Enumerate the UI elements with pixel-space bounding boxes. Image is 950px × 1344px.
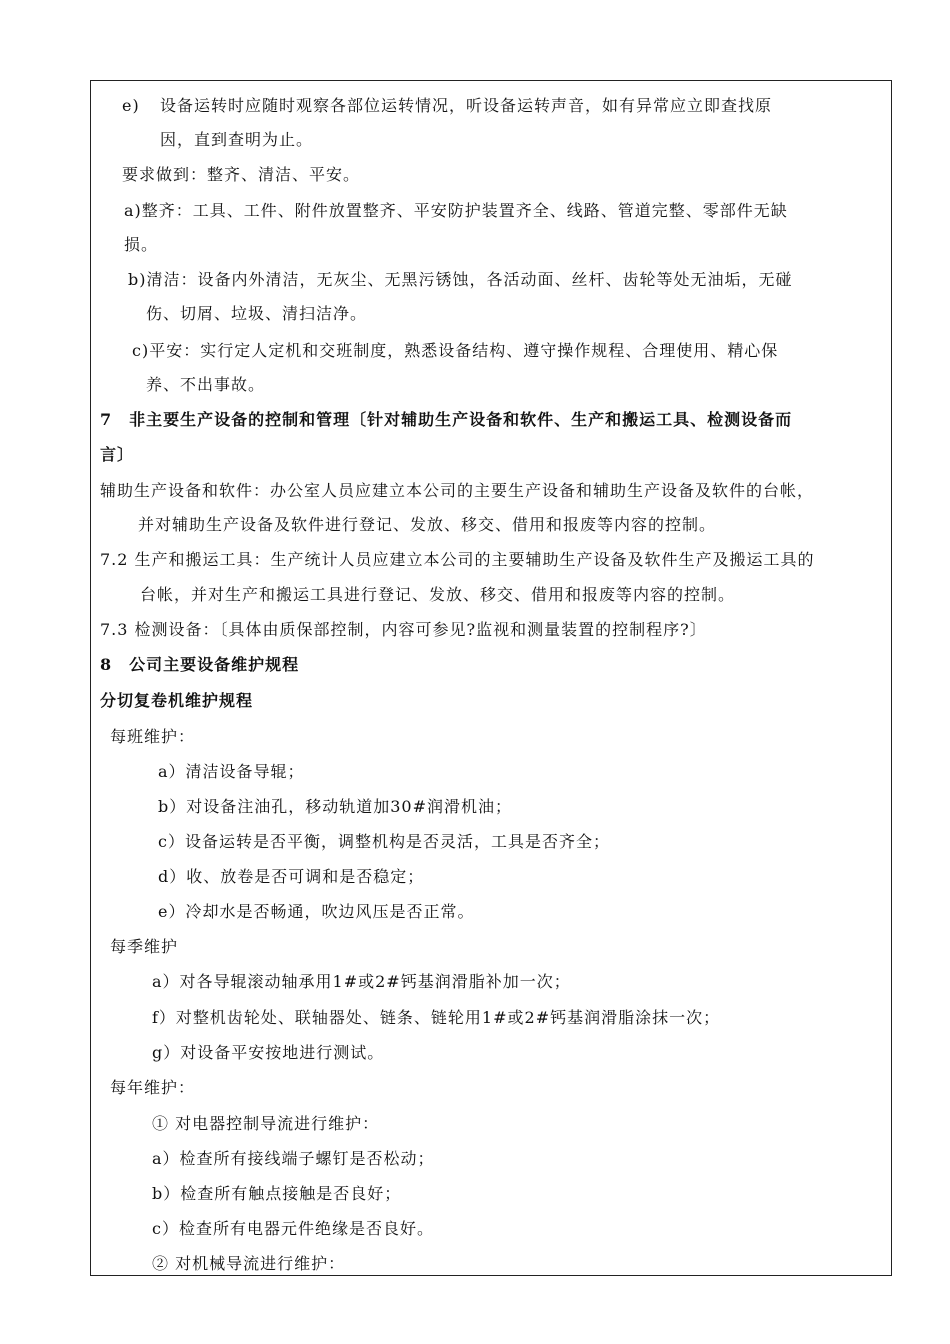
list-item: a）检查所有接线端子螺钉是否松动；: [152, 1149, 435, 1168]
list-item: b）检查所有触点接触是否良好；: [152, 1184, 402, 1203]
tools-para-cont: 台帐，并对生产和搬运工具进行登记、发放、移交、借用和报废等内容的控制。: [140, 585, 736, 604]
list-item: f）对整机齿轮处、联轴器处、链条、链轮用1#或2#钙基润滑脂涂抹一次；: [152, 1008, 721, 1027]
section-7-heading: 7 非主要生产设备的控制和管理〔针对辅助生产设备和软件、生产和搬运工具、检测设备而: [100, 410, 793, 429]
section-7-heading-cont: 言〕: [100, 445, 135, 464]
list-item: c）检查所有电器元件绝缘是否良好。: [152, 1219, 434, 1238]
requirement-line: 要求做到：整齐、清洁、平安。: [122, 165, 361, 184]
document-frame: [90, 80, 892, 1276]
req-clean: b)清洁：设备内外清洁，无灰尘、无黑污锈蚀，各活动面、丝杆、齿轮等处无油垢，无碰: [128, 270, 793, 289]
req-safe: c)平安：实行定人定机和交班制度，熟悉设备结构、遵守操作规程、合理使用、精心保: [132, 341, 779, 360]
list-item: e）冷却水是否畅通，吹边风压是否正常。: [158, 902, 475, 921]
list-item: d）收、放卷是否可调和是否稳定；: [158, 867, 425, 886]
req-clean-cont: 伤、切屑、垃圾、清扫洁净。: [146, 304, 368, 323]
list-item: b）对设备注油孔，移动轨道加30#润滑机油；: [158, 797, 513, 816]
rewinder-heading: 分切复卷机维护规程: [100, 691, 254, 710]
per-season-heading: 每季维护: [110, 937, 179, 956]
aux-equipment-para-cont: 并对辅助生产设备及软件进行登记、发放、移交、借用和报废等内容的控制。: [138, 515, 717, 534]
aux-equipment-para: 辅助生产设备和软件：办公室人员应建立本公司的主要生产设备和辅助生产设备及软件的台帐，: [100, 481, 815, 500]
inspection-para: 7.3 检测设备：〔具体由质保部控制，内容可参见?监视和测量装置的控制程序?〕: [100, 620, 707, 639]
tools-para: 7.2 生产和搬运工具：生产统计人员应建立本公司的主要辅助生产设备及软件生产及搬运工具的: [100, 550, 815, 569]
req-tidy: a)整齐：工具、工件、附件放置整齐、平安防护装置齐全、线路、管道完整、零部件无缺: [124, 201, 788, 220]
per-year-heading: 每年维护：: [110, 1078, 196, 1097]
list-item: ① 对电器控制导流进行维护：: [152, 1114, 380, 1133]
list-item: a）清洁设备导辊；: [158, 762, 305, 781]
list-item: g）对设备平安按地进行测试。: [152, 1043, 385, 1062]
list-item: a）对各导辊滚动轴承用1#或2#钙基润滑脂补加一次；: [152, 972, 571, 991]
item-e-text: 设备运转时应随时观察各部位运转情况，听设备运转声音，如有异常应立即查找原: [160, 96, 773, 115]
list-item: c）设备运转是否平衡，调整机构是否灵活，工具是否齐全；: [158, 832, 610, 851]
req-tidy-cont: 损。: [124, 235, 159, 254]
item-e-text-cont: 因，直到查明为止。: [160, 130, 314, 149]
req-safe-cont: 养、不出事故。: [146, 375, 266, 394]
list-item: ② 对机械导流进行维护：: [152, 1254, 346, 1273]
section-8-heading: 8 公司主要设备维护规程: [100, 655, 300, 674]
per-shift-heading: 每班维护：: [110, 727, 196, 746]
item-e-label: e): [122, 96, 140, 115]
